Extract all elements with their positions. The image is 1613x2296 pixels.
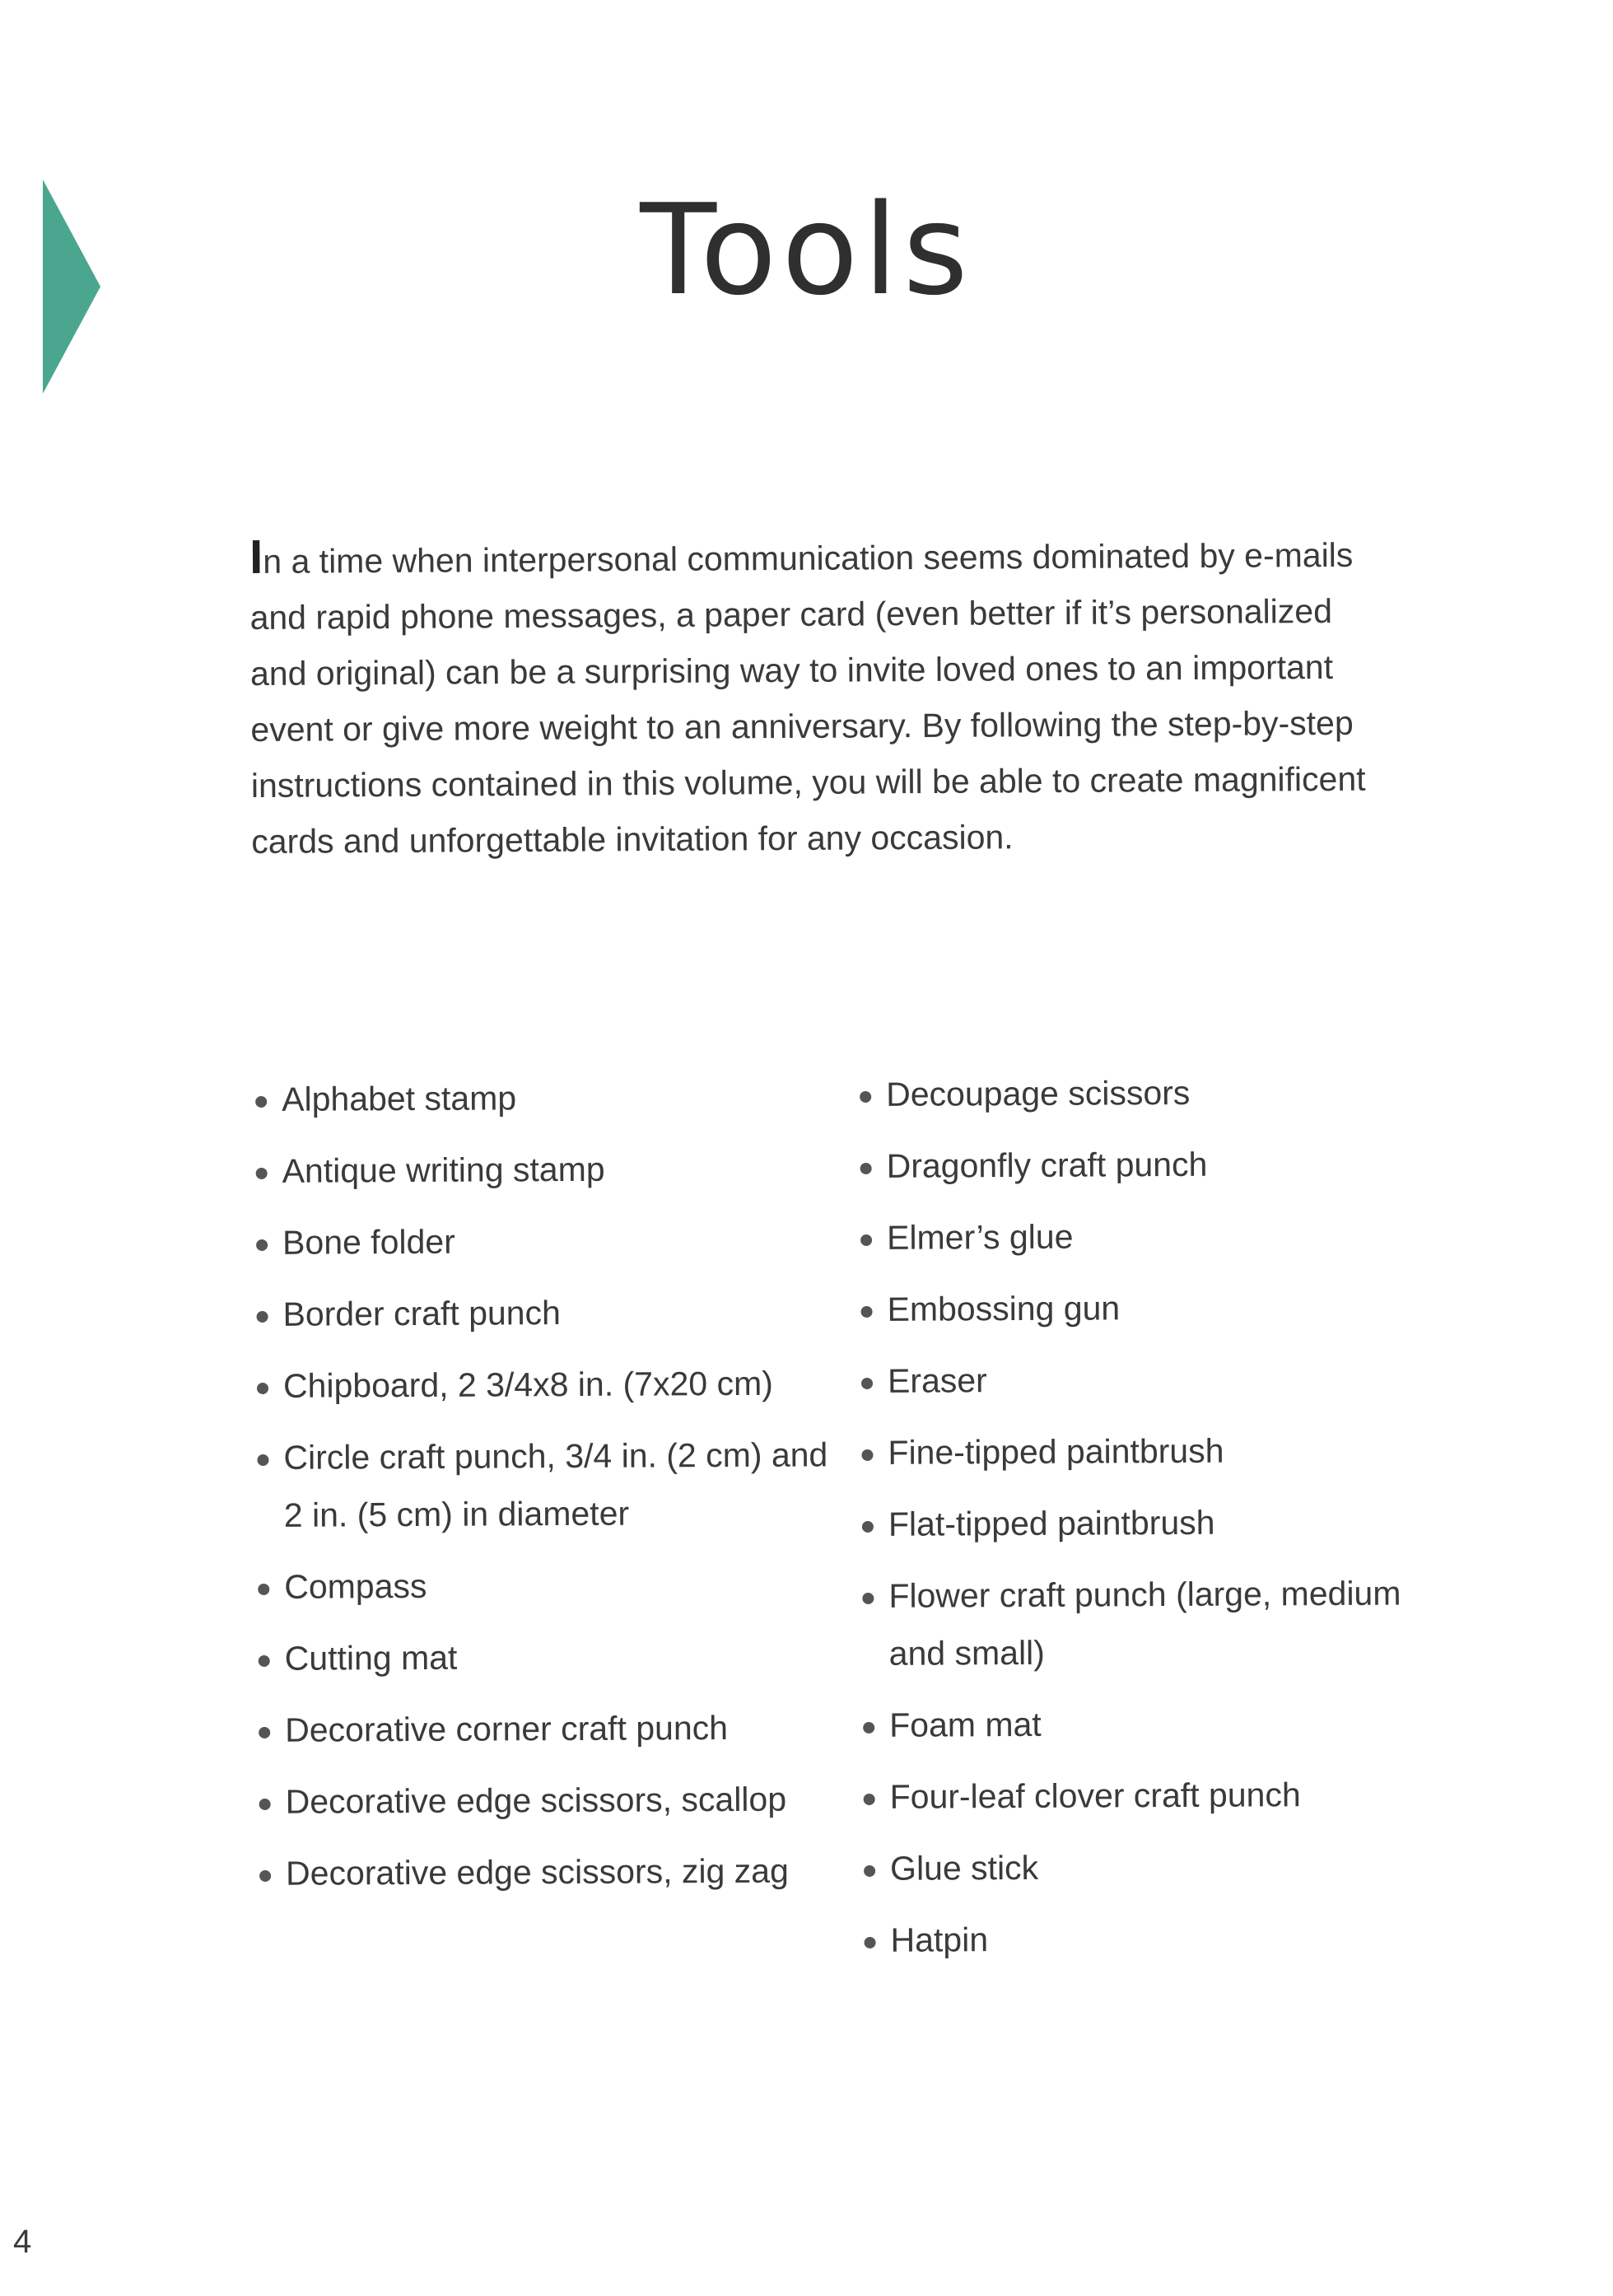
tool-item: Circle craft punch, 3/4 in. (2 cm) and 2 in. (5 cm) in diameter [255,1426,849,1544]
tool-item: Elmer’s glue [859,1206,1435,1267]
tool-item: Decorative corner craft punch [257,1698,850,1759]
tool-item: Foam mat [861,1693,1438,1754]
tool-item: Cutting mat [257,1626,850,1687]
tool-item: Decorative edge scissors, zig zag [258,1841,851,1902]
tool-item: Compass [256,1555,849,1616]
intro-paragraph [249,527,1379,870]
tool-item: Glue stick [862,1836,1438,1897]
tools-list-left [254,1067,851,1916]
tool-item: Decorative edge scissors, scallop [257,1770,850,1831]
page-title: Tools [640,177,973,323]
tool-item: Hatpin [862,1908,1438,1969]
tool-item: Flat-tipped paintbrush [860,1492,1437,1553]
tool-item: Eraser [860,1349,1436,1410]
tool-item: Chipboard, 2 3/4x8 in. (7x20 cm) [255,1354,848,1415]
tool-item: Antique writing stamp [254,1139,846,1200]
tool-item: Fine-tipped paintbrush [860,1421,1436,1482]
intro-text: n a time when interpersonal communication seems dominated by e-mails and rapid phone messages, a paper card (even better if it’s personalized and original) can be a surprising way to invite loved ones to an important event or give more weight to an anniversary. By following the step-by-step instructions contained in this volume, you will be able to create magnificent cards and unforgettable invitation for any occasion. [249,535,1366,861]
tool-item: Bone folder [254,1211,847,1272]
tools-list-right [858,1062,1439,1983]
tool-item: Four-leaf clover craft punch [861,1765,1438,1826]
tool-item: Embossing gun [859,1277,1435,1338]
tool-item: Flower craft punch (large, medium and small) [860,1564,1438,1682]
tool-item: Border craft punch [254,1282,847,1343]
tool-item: Decoupage scissors [858,1062,1434,1123]
tool-item: Dragonfly craft punch [858,1134,1434,1195]
intro-dropcap: I [249,530,263,584]
page-number: 4 [13,2224,32,2260]
tool-item: Alphabet stamp [254,1067,846,1128]
